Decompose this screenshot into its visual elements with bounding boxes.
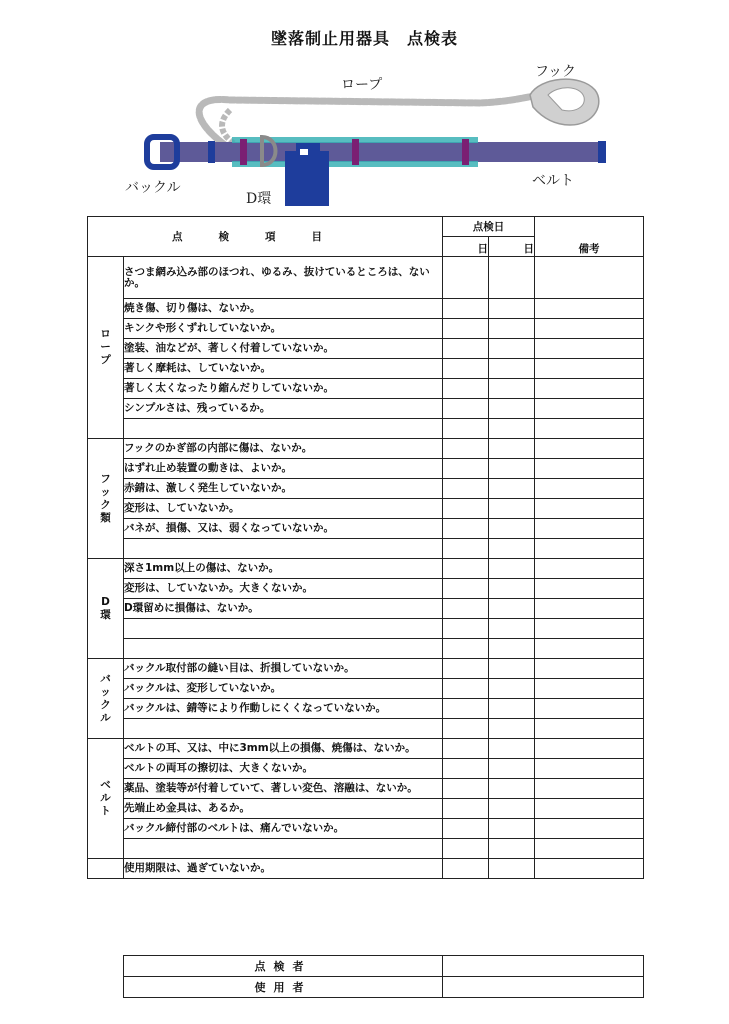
check-item: [124, 719, 443, 739]
date-2-cell[interactable]: [489, 257, 535, 299]
date-1-cell[interactable]: [443, 739, 489, 759]
table-row: [88, 419, 644, 439]
date-2-cell[interactable]: [489, 299, 535, 319]
notes-cell[interactable]: [535, 257, 644, 299]
notes-cell[interactable]: [535, 739, 644, 759]
date-1-cell[interactable]: [443, 499, 489, 519]
check-item: シンプルさは、残っているか。: [124, 399, 443, 419]
date-2-cell[interactable]: [489, 559, 535, 579]
notes-cell[interactable]: [535, 339, 644, 359]
date-2-cell[interactable]: [489, 839, 535, 859]
keeper: [352, 139, 359, 165]
notes-cell[interactable]: [535, 479, 644, 499]
notes-cell[interactable]: [535, 779, 644, 799]
header-day-1: 日: [443, 237, 489, 257]
belt-end: [598, 141, 606, 163]
table-row: [88, 699, 644, 719]
category-label: [88, 659, 124, 739]
date-1-cell[interactable]: [443, 579, 489, 599]
date-2-cell[interactable]: [489, 319, 535, 339]
date-1-cell[interactable]: [443, 399, 489, 419]
label-dring: D環: [246, 191, 272, 207]
notes-cell[interactable]: [535, 299, 644, 319]
pouch: [285, 151, 329, 206]
notes-cell[interactable]: [535, 379, 644, 399]
date-2-cell[interactable]: [489, 639, 535, 659]
date-1-cell[interactable]: [443, 257, 489, 299]
label-belt: ベルト: [532, 173, 574, 189]
notes-cell[interactable]: [535, 599, 644, 619]
check-item: D環留めに損傷は、ないか。: [124, 599, 443, 619]
date-1-cell[interactable]: [443, 599, 489, 619]
check-item: 著しく太くなったり縮んだりしていないか。: [124, 379, 443, 399]
notes-cell[interactable]: [535, 359, 644, 379]
date-1-cell[interactable]: [443, 539, 489, 559]
category-label-text: ベルト: [100, 779, 111, 817]
notes-cell[interactable]: [535, 399, 644, 419]
notes-cell[interactable]: [535, 519, 644, 539]
notes-cell[interactable]: [535, 839, 644, 859]
check-item: 変形は、していないか。: [124, 499, 443, 519]
check-item: ベルトの両耳の擦切は、大きくないか。: [124, 759, 443, 779]
category-label-text: フック類: [100, 472, 111, 524]
date-2-cell[interactable]: [489, 579, 535, 599]
notes-cell[interactable]: [535, 439, 644, 459]
notes-cell[interactable]: [535, 759, 644, 779]
label-hook: フック: [535, 64, 577, 80]
date-1-cell[interactable]: [443, 479, 489, 499]
date-2-cell[interactable]: [489, 859, 535, 879]
check-item: キンクや形くずれしていないか。: [124, 319, 443, 339]
date-2-cell[interactable]: [489, 419, 535, 439]
date-2-cell[interactable]: [489, 359, 535, 379]
date-2-cell[interactable]: [489, 619, 535, 639]
table-row: [88, 739, 644, 759]
category-label-text: D環: [100, 595, 111, 621]
check-item: [124, 639, 443, 659]
category-label: [88, 859, 124, 879]
table-row: [88, 339, 644, 359]
date-2-cell[interactable]: [489, 659, 535, 679]
date-2-cell[interactable]: [489, 719, 535, 739]
date-1-cell[interactable]: [443, 859, 489, 879]
notes-cell[interactable]: [535, 559, 644, 579]
date-1-cell[interactable]: [443, 639, 489, 659]
table-row: [88, 639, 644, 659]
notes-cell[interactable]: [535, 659, 644, 679]
date-1-cell[interactable]: [443, 519, 489, 539]
date-2-cell[interactable]: [489, 379, 535, 399]
date-2-cell[interactable]: [489, 439, 535, 459]
date-1-cell[interactable]: [443, 839, 489, 859]
date-1-cell[interactable]: [443, 439, 489, 459]
date-1-cell[interactable]: [443, 359, 489, 379]
date-1-cell[interactable]: [443, 679, 489, 699]
label-buckle: バックル: [125, 180, 181, 196]
date-1-cell[interactable]: [443, 779, 489, 799]
date-2-cell[interactable]: [489, 399, 535, 419]
check-item: 使用期限は、過ぎていないか。: [124, 859, 443, 879]
date-2-cell[interactable]: [489, 499, 535, 519]
check-item: 深さ1mm以上の傷は、ないか。: [124, 559, 443, 579]
table-row: [88, 839, 644, 859]
header-inspection-item: 点検項目: [88, 217, 443, 257]
notes-cell[interactable]: [535, 699, 644, 719]
date-1-cell[interactable]: [443, 379, 489, 399]
signature-table: [123, 955, 644, 998]
table-row: [88, 779, 644, 799]
category-label-text: ロープ: [100, 328, 111, 366]
category-label: [88, 257, 124, 439]
table-row: [88, 619, 644, 639]
table-row: [88, 479, 644, 499]
check-item: 塗装、油などが、著しく付着していないか。: [124, 339, 443, 359]
notes-cell[interactable]: [535, 499, 644, 519]
table-row: [88, 799, 644, 819]
date-2-cell[interactable]: [489, 779, 535, 799]
category-label: [88, 739, 124, 859]
check-item: バックル取付部の縫い目は、折損していないか。: [124, 659, 443, 679]
check-item: 先端止め金具は、あるか。: [124, 799, 443, 819]
notes-cell[interactable]: [535, 859, 644, 879]
notes-cell[interactable]: [535, 719, 644, 739]
table-row: [88, 539, 644, 559]
notes-cell[interactable]: [535, 319, 644, 339]
table-row: [88, 319, 644, 339]
check-item: ベルトの耳、又は、中に3mm以上の損傷、焼傷は、ないか。: [124, 739, 443, 759]
date-2-cell[interactable]: [489, 739, 535, 759]
date-1-cell[interactable]: [443, 339, 489, 359]
date-2-cell[interactable]: [489, 339, 535, 359]
user-label: 使用者: [124, 977, 443, 998]
table-row: [88, 759, 644, 779]
check-item: [124, 539, 443, 559]
category-label: [88, 559, 124, 659]
date-2-cell[interactable]: [489, 479, 535, 499]
check-item: バネが、損傷、又は、弱くなっていないか。: [124, 519, 443, 539]
check-item: はずれ止め装置の動きは、よいか。: [124, 459, 443, 479]
table-row: [88, 379, 644, 399]
check-item: [124, 619, 443, 639]
date-2-cell[interactable]: [489, 459, 535, 479]
date-1-cell[interactable]: [443, 819, 489, 839]
check-item: 赤錆は、激しく発生していないか。: [124, 479, 443, 499]
table-row: [88, 659, 644, 679]
check-item: 変形は、していないか。大きくないか。: [124, 579, 443, 599]
date-2-cell[interactable]: [489, 599, 535, 619]
date-1-cell[interactable]: [443, 619, 489, 639]
check-item: 薬品、塗装等が付着していて、著しい変色、溶融は、ないか。: [124, 779, 443, 799]
check-item: 焼き傷、切り傷は、ないか。: [124, 299, 443, 319]
date-1-cell[interactable]: [443, 299, 489, 319]
table-row: [88, 679, 644, 699]
date-1-cell[interactable]: [443, 659, 489, 679]
date-1-cell[interactable]: [443, 759, 489, 779]
notes-cell[interactable]: [535, 639, 644, 659]
check-item: フックのかぎ部の内部に傷は、ないか。: [124, 439, 443, 459]
table-row: [88, 257, 644, 299]
page-title: 墜落制止用器具 点検表: [270, 29, 458, 48]
table-row: [88, 719, 644, 739]
table-row: [88, 299, 644, 319]
pouch-clip: [300, 149, 308, 155]
check-item: 著しく摩耗は、していないか。: [124, 359, 443, 379]
notes-cell[interactable]: [535, 799, 644, 819]
inspection-table: [87, 216, 644, 879]
table-row: [88, 859, 644, 879]
date-2-cell[interactable]: [489, 819, 535, 839]
keeper: [462, 139, 469, 165]
table-row: [88, 519, 644, 539]
category-label-text: バックル: [100, 672, 111, 724]
date-2-cell[interactable]: [489, 699, 535, 719]
inspector-label: 点検者: [124, 956, 443, 977]
check-item: [124, 419, 443, 439]
table-row: [88, 599, 644, 619]
check-item: バックルは、変形していないか。: [124, 679, 443, 699]
date-1-cell[interactable]: [443, 799, 489, 819]
date-2-cell[interactable]: [489, 539, 535, 559]
date-1-cell[interactable]: [443, 719, 489, 739]
notes-cell[interactable]: [535, 539, 644, 559]
date-2-cell[interactable]: [489, 759, 535, 779]
date-1-cell[interactable]: [443, 559, 489, 579]
date-1-cell[interactable]: [443, 319, 489, 339]
date-1-cell[interactable]: [443, 419, 489, 439]
date-1-cell[interactable]: [443, 459, 489, 479]
table-row: [88, 559, 644, 579]
check-item: さつま網み込み部のほつれ、ゆるみ、抜けているところは、ないか。: [124, 257, 443, 299]
category-label: [88, 439, 124, 559]
check-item: バックル締付部のベルトは、痛んでいないか。: [124, 819, 443, 839]
date-2-cell[interactable]: [489, 679, 535, 699]
check-item: バックルは、錆等により作動しにくくなっていないか。: [124, 699, 443, 719]
date-2-cell[interactable]: [489, 799, 535, 819]
table-row: [88, 359, 644, 379]
label-rope: ロープ: [341, 77, 383, 93]
header-inspection-date: 点検日: [443, 217, 535, 237]
notes-cell[interactable]: [535, 819, 644, 839]
table-row: [88, 579, 644, 599]
date-1-cell[interactable]: [443, 699, 489, 719]
check-item: [124, 839, 443, 859]
notes-cell[interactable]: [535, 419, 644, 439]
header-day-2: 日: [489, 237, 535, 257]
user-field[interactable]: [443, 977, 644, 998]
table-row: [88, 399, 644, 419]
notes-cell[interactable]: [535, 619, 644, 639]
table-row: [88, 499, 644, 519]
table-row: [88, 819, 644, 839]
harness-diagram: [0, 55, 729, 215]
table-row: [88, 459, 644, 479]
notes-cell[interactable]: [535, 679, 644, 699]
notes-cell[interactable]: [535, 459, 644, 479]
date-2-cell[interactable]: [489, 519, 535, 539]
notes-cell[interactable]: [535, 579, 644, 599]
table-row: [88, 439, 644, 459]
keeper: [208, 141, 215, 163]
keeper: [240, 139, 247, 165]
header-notes: 備考: [535, 217, 644, 257]
inspector-field[interactable]: [443, 956, 644, 977]
